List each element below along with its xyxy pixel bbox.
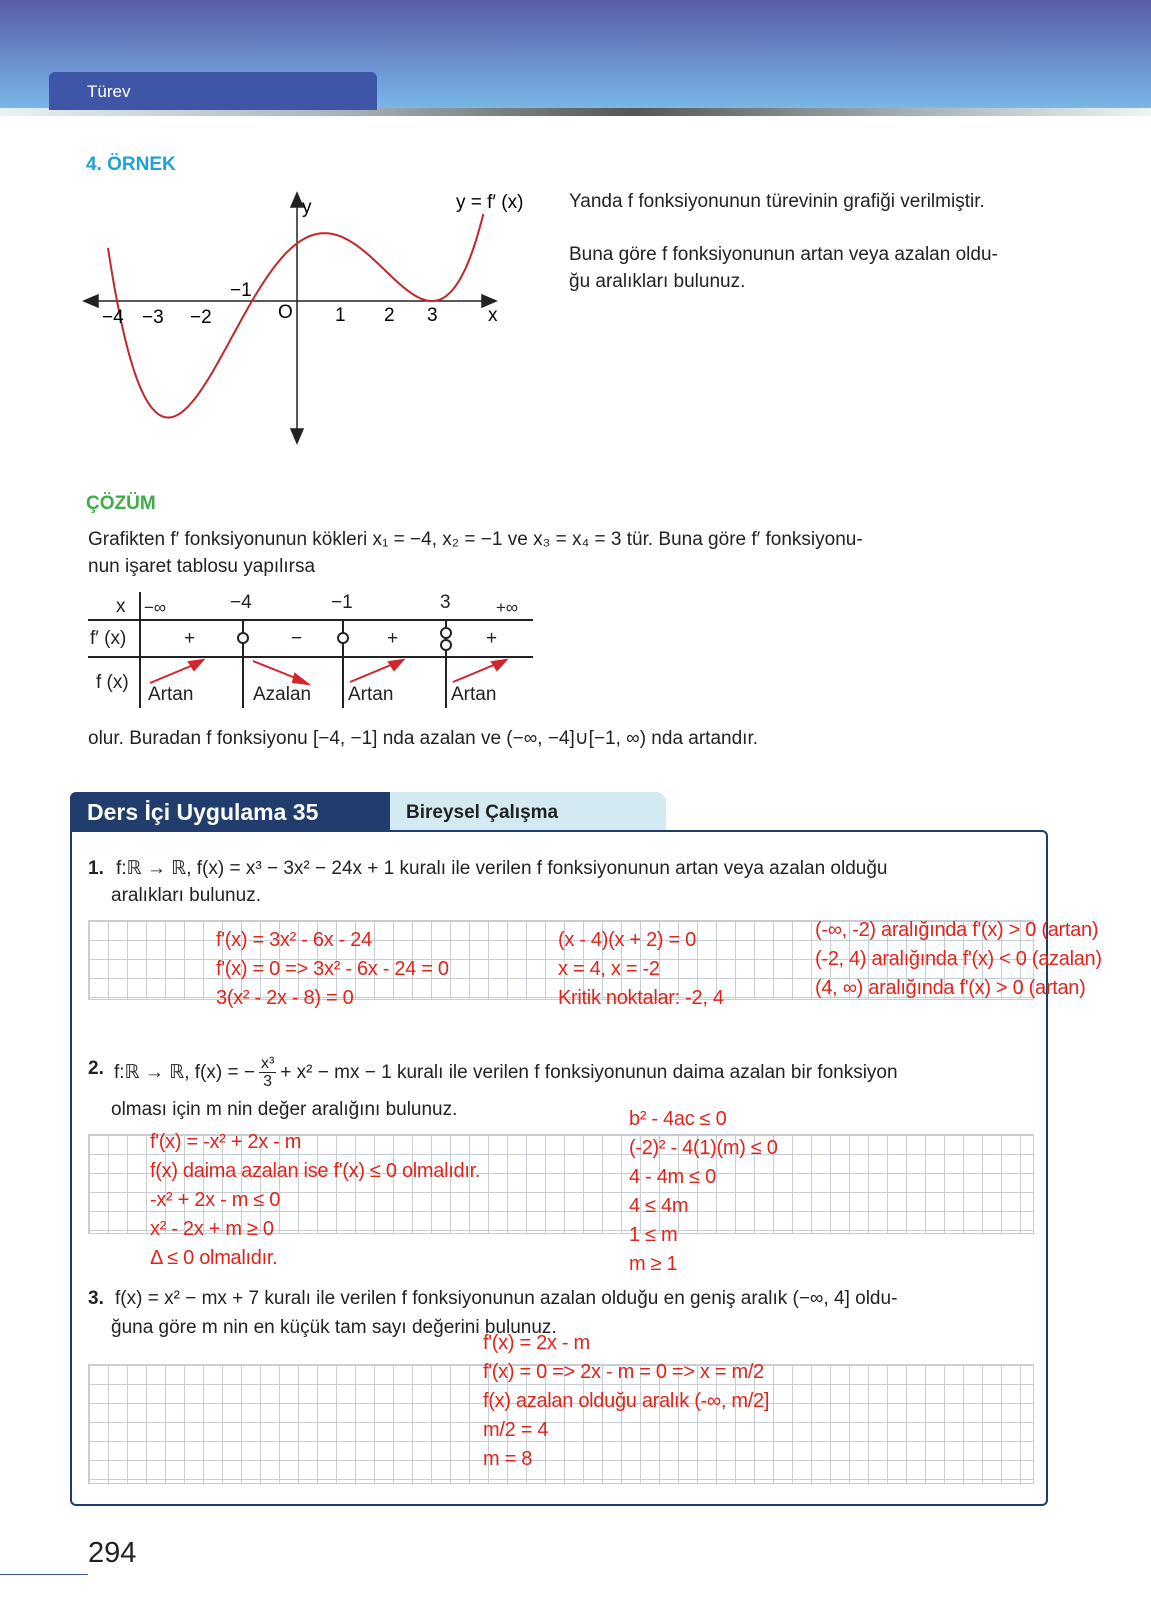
behaviour-label: Artan [148, 684, 194, 705]
tick-label: 2 [384, 305, 395, 326]
handwritten-answer: 3(x² - 2x - 8) = 0 [216, 987, 354, 1009]
question-text: aralıkları bulunuz. [111, 885, 261, 906]
exercise-title: Ders İçi Uygulama 35 [70, 792, 390, 832]
behaviour-label: Azalan [253, 684, 312, 705]
fraction-denominator: 3 [263, 1073, 273, 1090]
table-x-value: −∞ [144, 598, 167, 617]
handwritten-answer: (-∞, -2) aralığında f'(x) > 0 (artan) [815, 919, 1099, 941]
handwritten-answer: Kritik noktalar: -2, 4 [558, 987, 724, 1009]
table-x-value: +∞ [496, 598, 519, 617]
tick-label: −3 [142, 307, 164, 328]
question-text-part: + x² − mx − 1 kuralı ile verilen f fonksiyonunun daima azalan bir fonksiyon [280, 1062, 898, 1083]
derivative-graph [80, 185, 540, 460]
handwritten-answer: 1 ≤ m [629, 1224, 678, 1246]
handwritten-answer: b² - 4ac ≤ 0 [629, 1108, 727, 1130]
handwritten-answer: f'(x) = 0 => 3x² - 6x - 24 = 0 [216, 958, 449, 980]
example-title: 4. ÖRNEK [86, 154, 176, 175]
x-axis-label: x [488, 305, 498, 326]
question-number: 2. [88, 1058, 104, 1079]
behaviour-label: Artan [348, 684, 394, 705]
question-text: f:ℝ → ℝ, f(x) = x³ − 3x² − 24x + 1 kuralı ile verilen f fonksiyonunun artan veya azalan olduğu [116, 858, 888, 879]
origin-label: O [278, 302, 293, 323]
handwritten-answer: f'(x) = 3x² - 6x - 24 [216, 929, 372, 951]
handwritten-answer: 4 - 4m ≤ 0 [629, 1166, 716, 1188]
root-marker [441, 628, 451, 638]
question-text: f(x) = x² − mx + 7 kuralı ile verilen f fonksiyonunun azalan olduğu en geniş aralık (−∞, 4] oldu- [115, 1288, 898, 1309]
fraction [259, 1055, 276, 1090]
table-header-fprime: f′ (x) [90, 628, 127, 649]
sign: + [387, 628, 399, 649]
arrow-head [189, 660, 203, 670]
question-text [114, 1055, 898, 1090]
handwritten-answer: m/2 = 4 [483, 1419, 549, 1441]
handwritten-answer: (-2, 4) aralığında f'(x) < 0 (azalan) [815, 948, 1102, 970]
solution-conclusion: olur. Buradan f fonksiyonu [−4, −1] nda azalan ve (−∞, −4]∪[−1, ∞) nda artandır. [88, 728, 759, 749]
handwritten-answer: x = 4, x = -2 [558, 958, 660, 980]
solution-text: nun işaret tablosu yapılırsa [88, 556, 316, 577]
handwritten-answer: f'(x) = 0 => 2x - m = 0 => x = m/2 [483, 1361, 764, 1383]
handwritten-answer: Δ ≤ 0 olmalıdır. [150, 1247, 278, 1269]
tick-label: −1 [230, 280, 252, 301]
y-axis-arrow-down [291, 429, 303, 443]
exercise-subtitle: Bireysel Çalışma [390, 792, 666, 830]
table-x-value: 3 [440, 592, 451, 613]
handwritten-answer: f'(x) = 2x - m [483, 1332, 590, 1354]
root-marker [441, 640, 451, 650]
behaviour-label: Artan [451, 684, 497, 705]
solution-text: Grafikten f′ fonksiyonunun kökleri x₁ = −4, x₂ = −1 ve x₃ = x₄ = 3 tür. Buna göre f′ fonksiyonu- [88, 529, 863, 550]
handwritten-answer: f'(x) = -x² + 2x - m [150, 1131, 302, 1153]
question-text-part: f:ℝ → ℝ, f(x) = − [114, 1062, 255, 1083]
question-number: 1. [88, 858, 104, 879]
footer-rule [0, 1574, 88, 1575]
handwritten-answer: -x² + 2x - m ≤ 0 [150, 1189, 281, 1211]
handwritten-answer: x² - 2x + m ≥ 0 [150, 1218, 274, 1240]
handwritten-answer: (x - 4)(x + 2) = 0 [558, 929, 696, 951]
handwritten-answer: f(x) daima azalan ise f'(x) ≤ 0 olmalıdır. [150, 1160, 481, 1182]
handwritten-answer: m ≥ 1 [629, 1253, 678, 1275]
question-text: ğuna göre m nin en küçük tam sayı değerini bulunuz. [111, 1317, 557, 1338]
question-text: olması için m nin değer aralığını bulunuz. [111, 1099, 458, 1120]
sign: + [184, 628, 196, 649]
handwritten-answer: 4 ≤ 4m [629, 1195, 689, 1217]
question-text: Yanda f fonksiyonunun türevinin grafiği verilmiştir. [569, 191, 985, 212]
arrow-head [389, 660, 403, 670]
handwritten-answer: f(x) azalan olduğu aralık (-∞, m/2] [483, 1390, 770, 1412]
handwritten-answer: (4, ∞) aralığında f'(x) > 0 (artan) [815, 977, 1086, 999]
handwritten-answer: (-2)² - 4(1)(m) ≤ 0 [629, 1137, 778, 1159]
table-header-x: x [116, 596, 126, 617]
table-x-value: −1 [331, 592, 353, 613]
arrow-head [492, 660, 506, 670]
arrow-head [293, 674, 308, 684]
sign: + [486, 628, 498, 649]
question-text: Buna göre f fonksiyonunun artan veya azalan oldu- [569, 244, 998, 265]
curve-label: y = f′ (x) [456, 192, 524, 213]
tick-label: −2 [190, 307, 212, 328]
root-marker [238, 633, 248, 643]
sign: − [291, 628, 303, 649]
table-header-f: f (x) [96, 672, 129, 693]
question-text: ğu aralıkları bulunuz. [569, 271, 746, 292]
x-axis-arrow-left [84, 295, 98, 307]
table-x-value: −4 [230, 592, 252, 613]
tick-label: 1 [335, 305, 346, 326]
tick-label: 3 [427, 305, 438, 326]
fraction-numerator: x³ [260, 1055, 275, 1072]
chapter-tab: Türev [49, 72, 377, 110]
question-number: 3. [88, 1288, 104, 1309]
page-number: 294 [88, 1537, 137, 1569]
handwritten-answer: m = 8 [483, 1448, 533, 1470]
y-axis-label: y [302, 197, 312, 218]
solution-title: ÇÖZÜM [86, 493, 156, 514]
sign-table [88, 590, 533, 710]
root-marker [338, 633, 348, 643]
tick-label: −4 [102, 307, 124, 328]
